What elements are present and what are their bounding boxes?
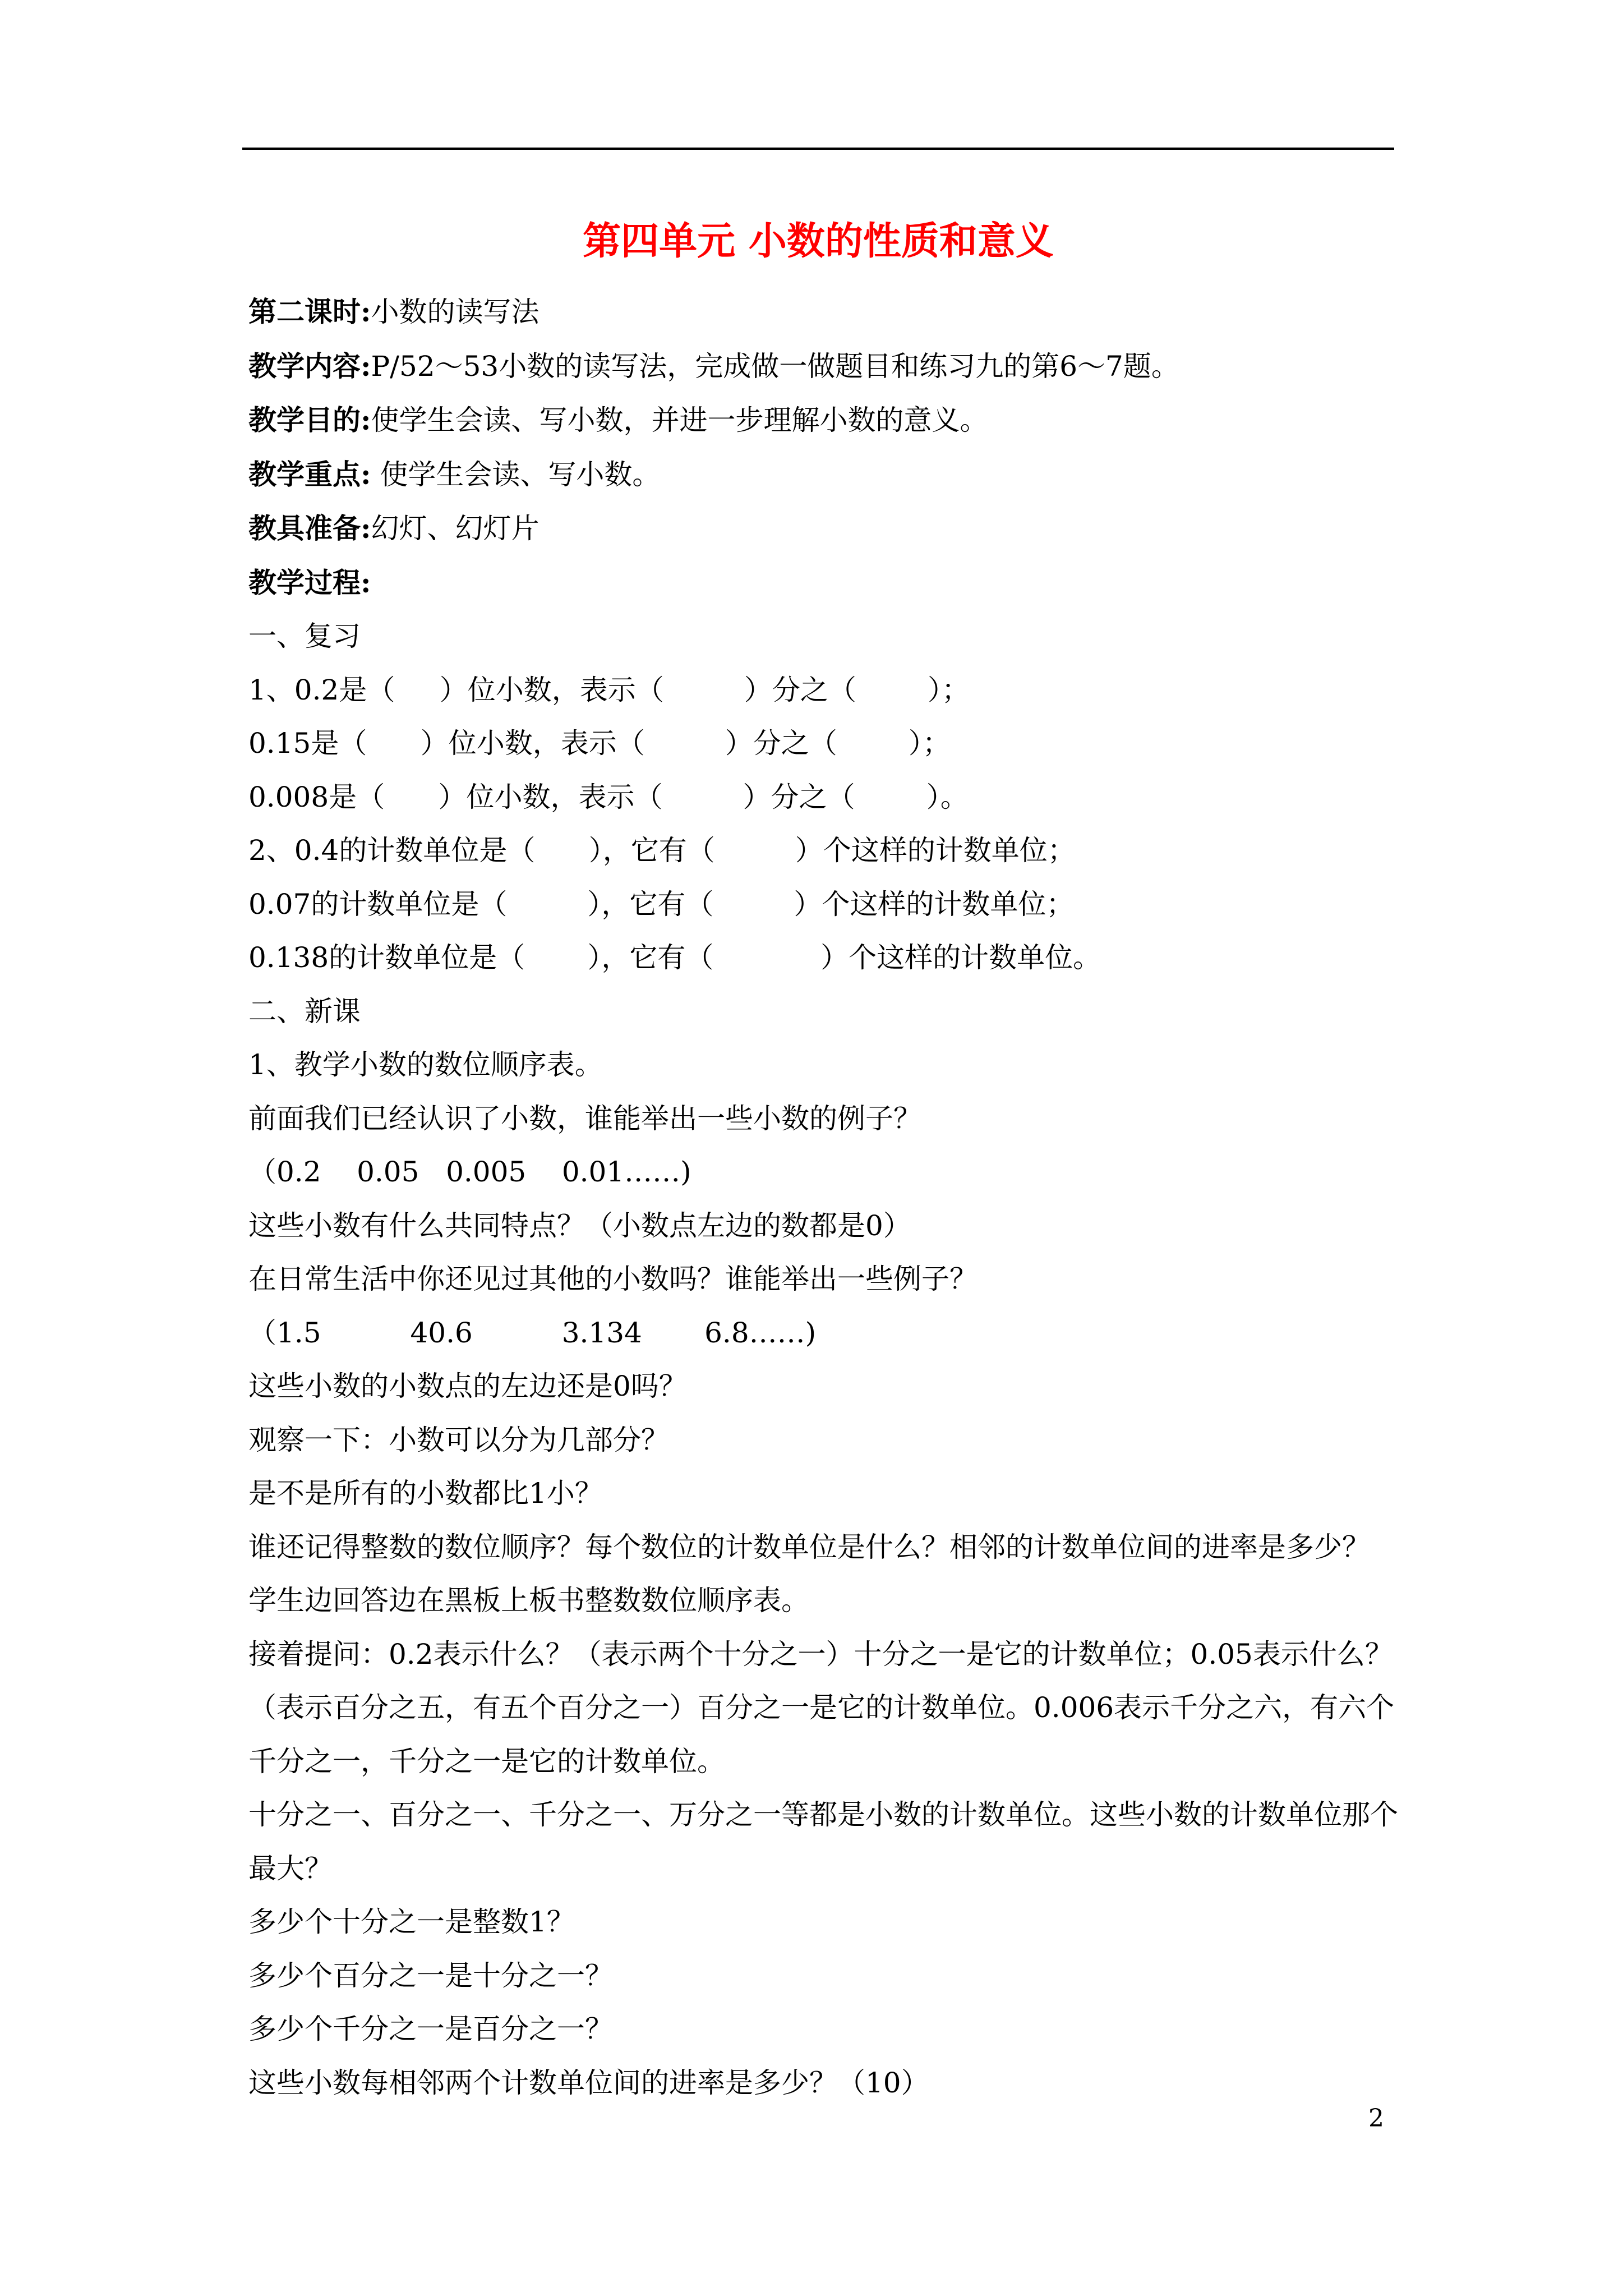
info-value: P/52～53小数的读写法，完成做一做题目和练习九的第6～7题。 [371, 349, 1179, 383]
info-label: 教学过程: [248, 565, 371, 599]
info-label: 教学重点: [248, 457, 371, 491]
review-question-1b: 0.15是（ ）位小数，表示（ ）分之（ ）； [248, 727, 951, 760]
review-question-2a: 2、0.4的计数单位是（ ），它有（ ）个这样的计数单位； [248, 834, 1076, 867]
section-heading-review: 一、复习 [248, 620, 361, 652]
paragraph: 这些小数的小数点的左边还是0吗？ [248, 1370, 687, 1402]
section-heading-new-lesson: 二、新课 [248, 995, 361, 1028]
lesson-content [248, 285, 1398, 2110]
paragraph: 多少个十分之一是整数1？ [248, 1906, 575, 1938]
review-question-2b: 0.07的计数单位是（ ），它有（ ）个这样的计数单位； [248, 887, 1075, 921]
info-label: 教学目的: [248, 403, 371, 436]
paragraph: 接着提问：0.2表示什么？（表示两个十分之一）十分之一是它的计数单位；0.05表示什么？（表示百分之五，有五个百分之一）百分之一是它的计数单位。0.006表示千分之六，有六个千分之一，千分之一是它的计数单位。 [248, 1637, 1395, 1778]
page-number: 2 [1368, 2104, 1384, 2133]
paragraph: 1、教学小数的数位顺序表。 [248, 1048, 603, 1081]
paragraph: 这些小数有什么共同特点？（小数点左边的数都是0） [248, 1209, 911, 1242]
info-teaching-focus [248, 448, 1398, 502]
info-lesson-period [248, 285, 1398, 339]
info-label: 教具准备: [248, 512, 371, 545]
paragraph: 是不是所有的小数都比1小？ [248, 1477, 603, 1510]
paragraph: 十分之一、百分之一、千分之一、万分之一等都是小数的计数单位。这些小数的计数单位那个最大？ [248, 1798, 1398, 1885]
review-question-1c: 0.008是（ ）位小数，表示（ ）分之（ ）。 [248, 780, 969, 813]
paragraph: 在日常生活中你还见过其他的小数吗？谁能举出一些例子？ [248, 1263, 978, 1295]
review-question-1a: 1、0.2是（ ）位小数，表示（ ）分之（ ）； [248, 673, 970, 706]
info-label: 第二课时: [248, 295, 371, 328]
paragraph: 谁还记得整数的数位顺序？每个数位的计数单位是什么？相邻的计数单位间的进率是多少？ [248, 1530, 1370, 1563]
paragraph: 这些小数每相邻两个计数单位间的进率是多少？（10） [248, 2066, 929, 2099]
info-teaching-process [248, 556, 1398, 610]
review-question-2c: 0.138的计数单位是（ ），它有（ ）个这样的计数单位。 [248, 941, 1101, 974]
document-title: 第四单元 小数的性质和意义 [583, 219, 1054, 264]
example-list: （0.2 0.05 0.005 0.01……) [248, 1156, 691, 1188]
info-value: 使学生会读、写小数。 [371, 458, 661, 491]
paragraph: 多少个千分之一是百分之一？ [248, 2013, 613, 2045]
info-teaching-goal [248, 393, 1398, 448]
info-teaching-aids [248, 501, 1398, 556]
info-teaching-content [248, 339, 1398, 394]
paragraph: 前面我们已经认识了小数，谁能举出一些小数的例子？ [248, 1102, 921, 1135]
info-value: 使学生会读、写小数，并进一步理解小数的意义。 [371, 404, 988, 436]
paragraph: 观察一下：小数可以分为几部分？ [248, 1423, 669, 1456]
info-label: 教学内容: [248, 349, 371, 383]
paragraph: 多少个百分之一是十分之一？ [248, 1959, 613, 1992]
header-rule [242, 148, 1394, 150]
example-list: （1.5 40.6 3.134 6.8……) [248, 1316, 817, 1349]
info-value: 小数的读写法 [371, 296, 540, 328]
paragraph: 学生边回答边在黑板上板书整数数位顺序表。 [248, 1584, 809, 1617]
info-value: 幻灯、幻灯片 [371, 512, 540, 545]
